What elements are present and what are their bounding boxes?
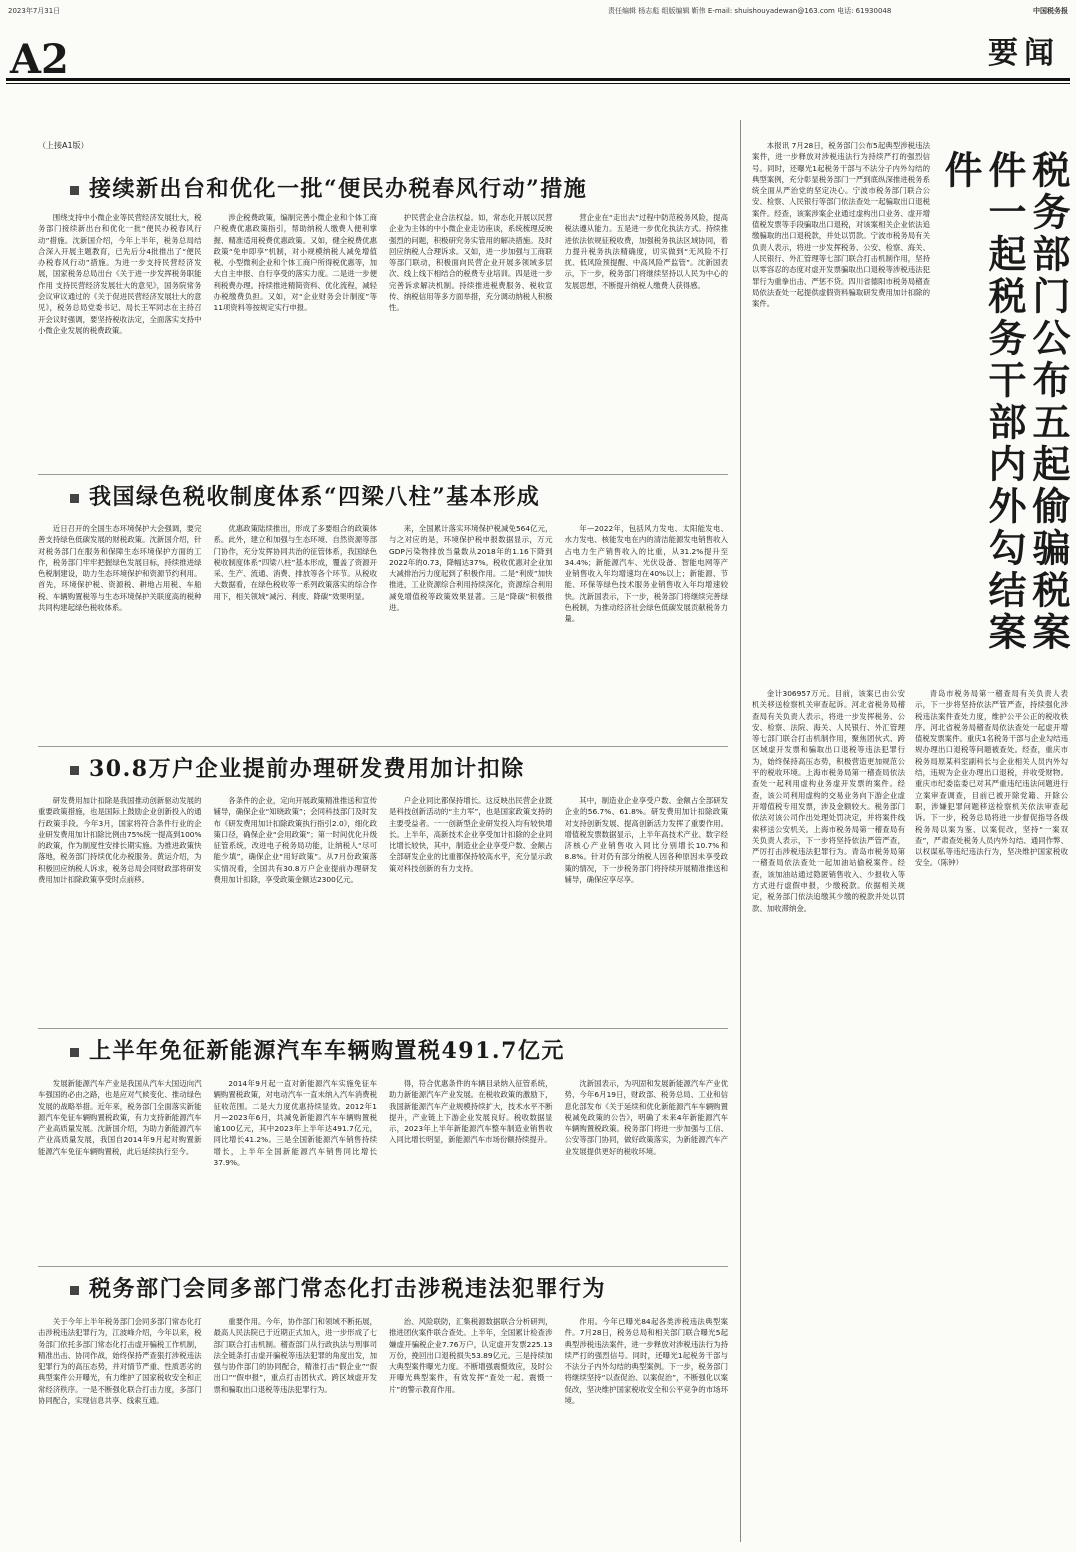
text-column: 沈新国表示，为巩固和发展新能源汽车产业优势，今年6月19日，财政部、税务总局、工业和信息化部发布《关于延续和优化新能源汽车车辆购置税减免政策的公告》，明确了未来4年新能源汽车车辆购置税政策。税务部门将进一步加强与工信、公安等部门协同，做好政策落实，为新能源汽车产业发展提供更好的税收环境。 — [564, 1079, 728, 1156]
text-column: 得，符合优惠条件的车辆目录纳入征管系统，助力新能源汽车产业发展。在税收政策的激励下，我国新能源汽车产业规模持续扩大，技术水平不断提升，产业链上下游企业发展良好。税收数据显示，2023年上半年新能源汽车整车制造业销售收入同比增长明显，新能源汽车市场份额持续提升。 — [389, 1079, 553, 1145]
article-headline: 30.8万户企业提前办理研发费用加计扣除 — [70, 752, 525, 786]
section-title: 要闻 — [988, 36, 1060, 71]
text-column: 其中，制造业企业享受户数、金额占全部研发企业的56.7%、61.8%。研发费用加计扣除政策对支持创新发展、提高创新活力发挥了重要作用。增值税发票数据显示，上半年高技术产业、数字经济核心产业销售收入同比分别增长10.7%和8.8%。针对仍有部分纳税人因各种原因未享受政策的情况，下一步税务部门将持续开展精准推送和辅导，确保应享尽享。 — [564, 796, 728, 885]
text-column: 重要作用。今年，协作部门和领域不断拓展，最高人民法院已于近期正式加入，进一步形成了七部门联合打击机制。稽查部门从行政执法与刑事司法全链条打击虚开骗税等违法犯罪的角度出发，加强与协作部门的协同配合，精准打击“假企业”“假出口”“假申报”，重点打击团伙式、跨区域虚开发票和骗取出口退税等违法犯罪行为。 — [213, 1317, 377, 1394]
article-body — [38, 1316, 728, 1538]
text-column: 青岛市税务局第一稽查局有关负责人表示，下一步将坚持依法严管严查，持续强化涉税违法案件查处力度，维护公平公正的税收秩序。河北省税务局稽查局依法查处一起虚开增值税发票案件。重庆1名税务干部与企业勾结违规办理出口退税等问题被查处。经查，重庆市税务局原某科室副科长与企业相关人员内外勾结，违规为企业办理出口退税，并收受财物。重庆市纪委监委已对其严重违纪违法问题进行立案审查调查，目前已被开除党籍、开除公职，涉嫌犯罪问题移送检察机关依法审查起诉。下一步，税务总局将进一步督促指导各级税务局以案为鉴、以案促改，坚持“一案双查”，严肃查处税务人员内外勾结、通同作弊、以权谋私等违纪违法行为，坚决维护国家税收安全。（陈钟） — [915, 689, 1068, 868]
text-column: 涉企税费政策，编制完善小微企业和个体工商户税费优惠政策指引，帮助纳税人缴费人便利掌握、精准适用税费优惠政策。又如，健全税费优惠政策“免申即享”机制，对小规模纳税人减免增值税、小型微利企业和个体工商户所得税优惠等，加大自主申报、自行享受的落实力度。二是进一步便利税费办理。持续推进精简资料、优化流程，减轻办税缴费负担。又如，对“企业财务会计制度”等11项资料等按规定实行申报。 — [213, 213, 377, 313]
article-headline: 我国绿色税收制度体系“四梁八柱”基本形成 — [70, 480, 540, 514]
article-divider — [38, 1266, 728, 1267]
article-headline: 税务部门会同多部门常态化打击涉税违法犯罪行为 — [70, 1272, 606, 1306]
paper-name: 中国税务报 — [1033, 7, 1068, 15]
article-headline: 上半年免征新能源汽车车辆购置税491.7亿元 — [70, 1034, 565, 1068]
text-column: 金计306957万元。目前，该案已由公安机关移送检察机关审查起诉。河北省税务局稽查局有关负责人表示，将进一步发挥税务、公安、检察、法院、海关、人民银行、外汇管理等七部门联合打击机制作用，聚焦团伙式、跨区域虚开发票和骗取出口退税等违法犯罪行为，始终保持高压态势，积极营造更加规范公平的税收环境。上海市税务局第一稽查局依法查处一起利用虚构业务虚开发票的案件。经查，该公司利用虚构的交易业务向下游企业虚开增值税专用发票，涉及金额较大。税务部门依法对该公司作出处理处罚决定，并将案件线索移送公安机关。上海市税务局第一稽查局有关负责人表示，下一步将坚持依法严管严查，严厉打击涉税违法犯罪行为。青岛市税务局第一稽查局依法查处一起加油站偷税案件。经查，该加油站通过隐匿销售收入、少报收入等方式进行虚假申报，少缴税款。依据相关规定，税务部门依法追缴其少缴的税款并处以罚款、加收滞纳金。 — [752, 689, 905, 913]
article-headline: 接续新出台和优化一批“便民办税春风行动”措施 — [70, 172, 587, 206]
continued-note: （上接A1版） — [38, 141, 89, 150]
article-body — [38, 212, 728, 470]
article-divider — [38, 1028, 728, 1029]
issue-date: 2023年7月31日 — [8, 7, 61, 15]
text-column: 优惠政策陆续推出，形成了多要组合的政策体系。此外，建立和加强与生态环境、自然资源等部门协作，充分发挥协同共治的征管体系，我国绿色税收制度体系“四梁八柱”基本形成，覆盖了资源开采、生产、流通、消费、排放等各个环节。从税收大数据看，在绿色税收等一系列政策落实的综合作用下，相关领域“减污、利废、降碳”效果明显。 — [213, 524, 377, 601]
text-column: 治、风险联防，汇集税源数据联合分析研判，推进团伙案件联合查处。上半年，全国累计检查涉嫌虚开骗税企业7.76万户，认定虚开发票225.13万份，挽回出口退税损失53.89亿元。三是持续加大典型案件曝光力度。不断增强震慑效应，及时公开曝光典型案件，有效发挥“查处一起、震慑一片”的警示教育作用。 — [389, 1317, 553, 1394]
text-column: 年—2022年，包括风力发电、太阳能发电、水力发电、核能发电在内的清洁能源发电销售收入占电力生产销售收入的比重，从31.2%提升至34.4%；新能源汽车、光伏设备、智能电网等产业销售收入年均增速均在40%以上；新能源、节能、环保等绿色技术服务业销售收入年均增速较快。沈新国表示，下一步，税务部门将继续完善绿色税制，为推动经济社会绿色低碳发展贡献税务力量。 — [564, 524, 728, 624]
article-body — [38, 1078, 728, 1268]
side-headline: 税务部门公布五起偷骗税案件一起税务干部内外勾结案件 — [938, 150, 1071, 654]
text-column: 来，全国累计落实环境保护税减免564亿元，与之对应的是，环境保护税申报数据显示，万元GDP污染物排放当量数从2018年的1.16下降到2022年的0.73，降幅达37%。税收优惠对企业加大减排治污力度起到了积极作用。二是“利废”加快推进，工业资源综合利用持续深化，资源综合利用减免增值税等政策效果显著。三是“降碳”积极推进。 — [389, 524, 553, 613]
bullet-square-icon — [70, 1048, 79, 1057]
text-column: 户企业同比都保持增长。这反映出民营企业既是科技创新活动的“主力军”，也是国家政策支持的主要受益者。一一创新型企业研发投入均有较快增长。上半年，高新技术企业享受加计扣除的企业同比增长较快，其中，制造业企业享受户数、金额占全部研发企业的比重都保持较高水平，充分显示政策对科技创新的有力支持。 — [389, 796, 553, 873]
header-rule-thin — [6, 83, 1070, 84]
text-column: 近日召开的全国生态环境保护大会强调，要完善支持绿色低碳发展的财税政策。沈新国介绍，针对税务部门在服务和保障生态环境保护方面的工作，税务部门牢牢把握绿色发展目标，持续推进绿色税制建设，助力生态环境保护和资源节约利用。首先，环境保护税、资源税、耕地占用税、车船税、车辆购置税等与生态环境保护关联度高的税种共同构建起绿色税收体系。 — [38, 524, 202, 613]
editor-info: 责任编辑 杨志彪 组版编辑 靳伟 E-mail: shuishouyadewan@163.com 电话: 61930048 — [608, 7, 892, 15]
column-divider — [740, 120, 741, 1542]
bullet-square-icon — [70, 1286, 79, 1295]
text-column: 围绕支持中小微企业等民营经济发展壮大，税务部门接续新出台和优化一批“便民办税春风行动”措施。沈新国介绍，今年上半年，税务总局结合深入开展主题教育，已先后分4批推出了“便民办税春风行动”措施。为进一步支持民营经济发展，国家税务总局出台《关于进一步发挥税务职能作用 支持民营经济发展壮大的意见》，国务院常务会议审议通过的《关于促进民营经济发展壮大的意见》，税务总局党委书记、局长王军同志在主持召开会议时强调，要坚持税收法定，全面落实支持中小微企业发展的税费政策。 — [38, 213, 202, 335]
article-divider — [38, 474, 728, 475]
side-intro: 本报讯 7月28日，税务部门公布5起典型涉税违法案件，进一步释放对涉税违法行为持续严打的强烈信号。同时，还曝光1起税务干部与不法分子内外勾结的典型案例，充分彰显税务部门一严到底纵深推进税务系统全面从严治党的坚定决心。宁波市税务部门联合公安、检察、人民银行等部门依法查处一起骗取出口退税案件。经查，该案涉案企业通过虚构出口业务、虚开增值税发票等手段骗取出口退税，对该案相关企业依法追缴骗取的出口退税款，并处以罚款。宁波市税务局有关负责人表示，将进一步发挥税务、公安、检察、海关、人民银行、外汇管理等七部门联合打击机制作用，坚持以零容忍的态度对虚开发票骗取出口退税等涉税违法犯罪行为重拳出击、严惩不贷。四川省德阳市税务局稽查局依法查处一起提供虚假资料骗取研发费用加计扣除的案件。 — [752, 141, 930, 309]
bullet-square-icon — [70, 766, 79, 775]
article-body — [38, 523, 728, 743]
text-column: 2014年9月起一直对新能源汽车实施免征车辆购置税政策，对电动汽车一直未纳入汽车消费税征收范围。二是大力度优惠持续显效。2012年1月—2023年6月，共减免新能源汽车车辆购置税逾100亿元，其中2023年上半年达491.7亿元，同比增长41.2%。三是全国新能源汽车销售持续增长，上半年全国新能源汽车销售同比增长37.9%。 — [213, 1079, 377, 1168]
article-body — [38, 795, 728, 1025]
header-rule — [6, 78, 1070, 81]
text-column: 护民营企业合法权益。如，常态化开展以民营企业为主体的中小微企业走访座谈，系统梳理反映强烈的问题，积极研究务实管用的解决措施。及时回应纳税人合理诉求。又如，进一步加强与工商联等部门联动，积极面向民营企业开展多领域多层次、线上线下相结合的税费专业培训。四是进一步完善诉求解决机制。持续推进税费服务、税收宣传、纳税信用等多方面举措，充分调动纳税人积极性。 — [389, 213, 553, 313]
text-column: 研发费用加计扣除是我国推动创新驱动发展的重要政策措施，也是国际上鼓励企业创新投入的通行政策手段。今年3月，国家将符合条件行业的企业研发费用加计扣除比例由75%统一提高到100%的政策，作为制度性安排长期实施。为推进政策快落地，税务部门持续优化办税服务。黄运介绍，为积极回应纳税人诉求，税务总局会同财政部将研发费用加计扣除政策享受时点前移。 — [38, 796, 202, 885]
bullet-square-icon — [70, 186, 79, 195]
text-column: 关于今年上半年税务部门会同多部门常态化打击涉税违法犯罪行为，江波峰介绍，今年以来，税务部门依托多部门常态化打击虚开骗税工作机制，精准出击、协同作战，始终保持严查狠打涉税违法犯罪行为的高压态势，并对情节严重、性质恶劣的典型案件公开曝光，有力维护了国家税收安全和正常经济秩序。一是不断强化联合打击力度，多部门协同配合，实现信息共享、线索互通。 — [38, 1317, 202, 1406]
bullet-square-icon — [70, 494, 79, 503]
text-column: 各条件的企业，定向开展政策精准推送和宣传辅导，确保企业“知晓政策”；会同科技部门及时发布《研发费用加计扣除政策执行指引2.0》，细化政策口径，确保企业“会用政策”；第一时间优化升级征管系统，改进电子税务局功能，让纳税人“尽可能少填”，确保企业“用好政策”。从7月份政策落实情况看，全国共有30.8万户企业提前办理研发费用加计扣除，享受政策金额达2300亿元。 — [213, 796, 377, 885]
text-column: 发展新能源汽车产业是我国从汽车大国迈向汽车强国的必由之路，也是应对气候变化、推动绿色发展的战略举措。近年来，税务部门全面落实新能源汽车免征车辆购置税政策，有力支持新能源汽车产业高质量发展。沈新国介绍，为助力新能源汽车产业高质量发展，我国自2014年9月起对购置新能源汽车免征车辆购置税，此后延续执行至今。 — [38, 1079, 202, 1156]
side-body — [752, 688, 1068, 1538]
masthead-strip — [8, 4, 1068, 18]
text-column: 作用。今年已曝光84起各类涉税违法典型案件。7月28日，税务总局和相关部门联合曝光5起典型涉税违法案件，进一步释放对涉税违法行为持续严打的强烈信号。同时，还曝光1起税务干部与不法分子内外勾结的典型案例。下一步，税务部门将继续坚持“以查促治、以案促治”，不断强化以案促改，坚决维护国家税收安全和公平竞争的市场环境。 — [564, 1317, 728, 1406]
page-number: A2 — [10, 36, 69, 83]
article-divider — [38, 746, 728, 747]
text-column: 营企业在“走出去”过程中防范税务风险，提高税法遵从能力。五是进一步优化执法方式。持续推进依法依规征税收费，加强税务执法区域协同，着力提升税务执法精确度，切实做到“无风险不打扰、低风险预提醒、中高风险严监管”。沈新国表示，下一步，税务部门将继续坚持以人民为中心的发展思想，不断提升纳税人缴费人获得感。 — [564, 213, 728, 290]
